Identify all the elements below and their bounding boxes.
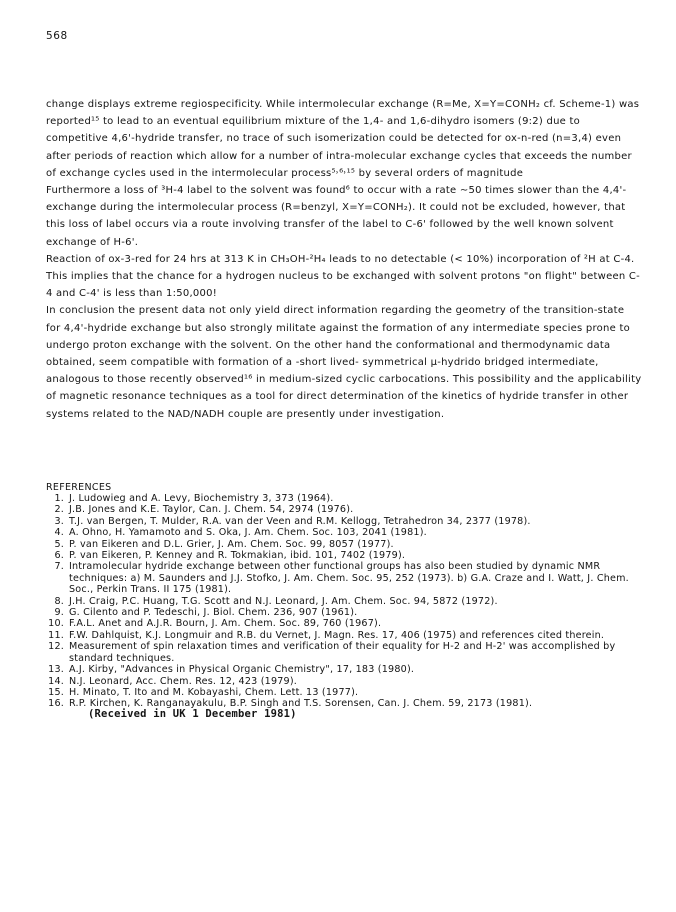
reference-item bbox=[46, 664, 646, 675]
reference-text: H. Minato, T. Ito and M. Kobayashi, Chem. Lett. 13 (1977). bbox=[69, 686, 359, 698]
reference-number: 12. bbox=[48, 641, 64, 653]
reference-text: R.P. Kirchen, K. Ranganayakulu, B.P. Singh and T.S. Sorensen, Can. J. Chem. 59, 2173 (1981). bbox=[69, 698, 533, 710]
reference-item bbox=[46, 687, 646, 698]
reference-number: 8. bbox=[54, 595, 64, 607]
reference-number: 1. bbox=[54, 493, 64, 504]
page-number: 568 bbox=[46, 30, 68, 42]
reference-number: 7. bbox=[54, 561, 64, 573]
reference-text: J.H. Craig, P.C. Huang, T.G. Scott and N.J. Leonard, J. Am. Chem. Soc. 94, 5872 (1972). bbox=[69, 595, 498, 607]
reference-item bbox=[46, 539, 646, 550]
reference-text: J.B. Jones and K.E. Taylor, Can. J. Chem. 54, 2974 (1976). bbox=[69, 504, 354, 516]
reference-text: A.J. Kirby, "Advances in Physical Organic Chemistry", 17, 183 (1980). bbox=[69, 664, 415, 676]
paragraph: Reaction of ox-3-red for 24 hrs at 313 K in CH₃OH-²H₄ leads to no detectable (< 10%) incorporation of ²H at C-4. This implies that the chance for a hydrogen nucleus to be exchanged with solvent protons "on flight" between C-4 and C-4' is less than 1:50,000! bbox=[46, 253, 641, 300]
article-body bbox=[46, 96, 642, 423]
reference-text: F.A.L. Anet and A.J.R. Bourn, J. Am. Chem. Soc. 89, 760 (1967). bbox=[69, 618, 382, 630]
reference-item bbox=[46, 596, 646, 607]
reference-number: 2. bbox=[54, 504, 64, 516]
reference-item bbox=[46, 618, 646, 629]
reference-number: 9. bbox=[54, 607, 64, 619]
reference-item bbox=[46, 527, 646, 538]
reference-number: 11. bbox=[48, 629, 64, 641]
reference-item bbox=[46, 516, 646, 527]
reference-number: 14. bbox=[48, 675, 64, 687]
paragraph: In conclusion the present data not only yield direct information regarding the geometry of the transition-state for 4,4'-hydride exchange but also strongly militate against the formation of any intermediate species prone to undergo proton exchange with the solvent. On the other hand the conformational and thermodynamic data obtained, seem compatible with formation of a -short lived- symmetrical μ-hydrido bridged intermediate, analogous to those recently observed¹⁶ in medium-sized cyclic carbocations. This possibility and the applicability of magnetic resonance techniques as a tool for direct determination of the kinetics of hydride transfer in other systems related to the NAD/NADH couple are presently under investigation. bbox=[46, 305, 642, 420]
paragraph: Furthermore a loss of ³H-4 label to the solvent was found⁶ to occur with a rate ∼50 times slower than the 4,4'-exchange during the intermolecular process (R=benzyl, X=Y=CONH₂). It could not be excluded, however, that this loss of label occurs via a route involving transfer of the label to C-6' followed by the well known solvent exchange of H-6'. bbox=[46, 185, 627, 248]
reference-list bbox=[46, 493, 646, 710]
reference-number: 13. bbox=[48, 664, 64, 676]
received-note: (Received in UK 1 December 1981) bbox=[88, 708, 297, 720]
reference-item bbox=[46, 550, 646, 561]
reference-number: 10. bbox=[48, 618, 64, 630]
reference-text: N.J. Leonard, Acc. Chem. Res. 12, 423 (1979). bbox=[69, 675, 298, 687]
reference-item bbox=[46, 641, 646, 664]
reference-text: P. van Eikeren and D.L. Grier, J. Am. Chem. Soc. 99, 8057 (1977). bbox=[69, 538, 394, 550]
reference-number: 16. bbox=[48, 698, 64, 710]
reference-text: T.J. van Bergen, T. Mulder, R.A. van der Veen and R.M. Kellogg, Tetrahedron 34, 2377 (1978). bbox=[69, 515, 531, 527]
reference-number: 6. bbox=[54, 550, 64, 562]
reference-item bbox=[46, 676, 646, 687]
reference-text: A. Ohno, H. Yamamoto and S. Oka, J. Am. Chem. Soc. 103, 2041 (1981). bbox=[69, 527, 427, 539]
reference-item bbox=[46, 630, 646, 641]
reference-number: 5. bbox=[54, 538, 64, 550]
reference-text: P. van Eikeren, P. Kenney and R. Tokmakian, ibid. 101, 7402 (1979). bbox=[69, 550, 406, 562]
reference-number: 4. bbox=[54, 527, 64, 539]
reference-text: Measurement of spin relaxation times and verification of their equality for H-2 and H-2' was accomplished by standard techniques. bbox=[69, 641, 616, 664]
reference-text: G. Cilento and P. Tedeschi, J. Biol. Chem. 236, 907 (1961). bbox=[69, 607, 358, 619]
reference-text: F.W. Dahlquist, K.J. Longmuir and R.B. du Vernet, J. Magn. Res. 17, 406 (1975) and references cited therein. bbox=[69, 629, 605, 641]
reference-item bbox=[46, 504, 646, 515]
reference-item bbox=[46, 561, 646, 595]
references-heading: REFERENCES bbox=[46, 482, 112, 493]
reference-text: J. Ludowieg and A. Levy, Biochemistry 3, 373 (1964). bbox=[69, 493, 334, 504]
reference-item bbox=[46, 493, 646, 504]
reference-number: 15. bbox=[48, 686, 64, 698]
reference-item bbox=[46, 607, 646, 618]
reference-text: Intramolecular hydride exchange between other functional groups has also been studied by dynamic NMR techniques: a) M. Saunders and J.J. Stofko, J. Am. Chem. Soc. 95, 252 (1973). b) G.A. Craze and I. Watt, J. Chem. Soc., Perkin Trans. II 175 (1981). bbox=[69, 561, 629, 596]
paragraph: change displays extreme regiospecificity. While intermolecular exchange (R=Me, X=Y=CONH₂ cf. Scheme-1) was reported¹⁵ to lead to an eventual equilibrium mixture of the 1,4- and 1,6-dihydro isomers (9:2) due to competitive 4,6'-hydride transfer, no trace of such isomerization could be detected for ox-n-red (n=3,4) even after periods of reaction which allow for a number of intra-molecular exchange cycles that exceeds the number of exchange cycles used in the intermolecular process⁵˒⁶˒¹⁵ by several orders of magnitude bbox=[46, 99, 640, 179]
reference-number: 3. bbox=[54, 515, 64, 527]
